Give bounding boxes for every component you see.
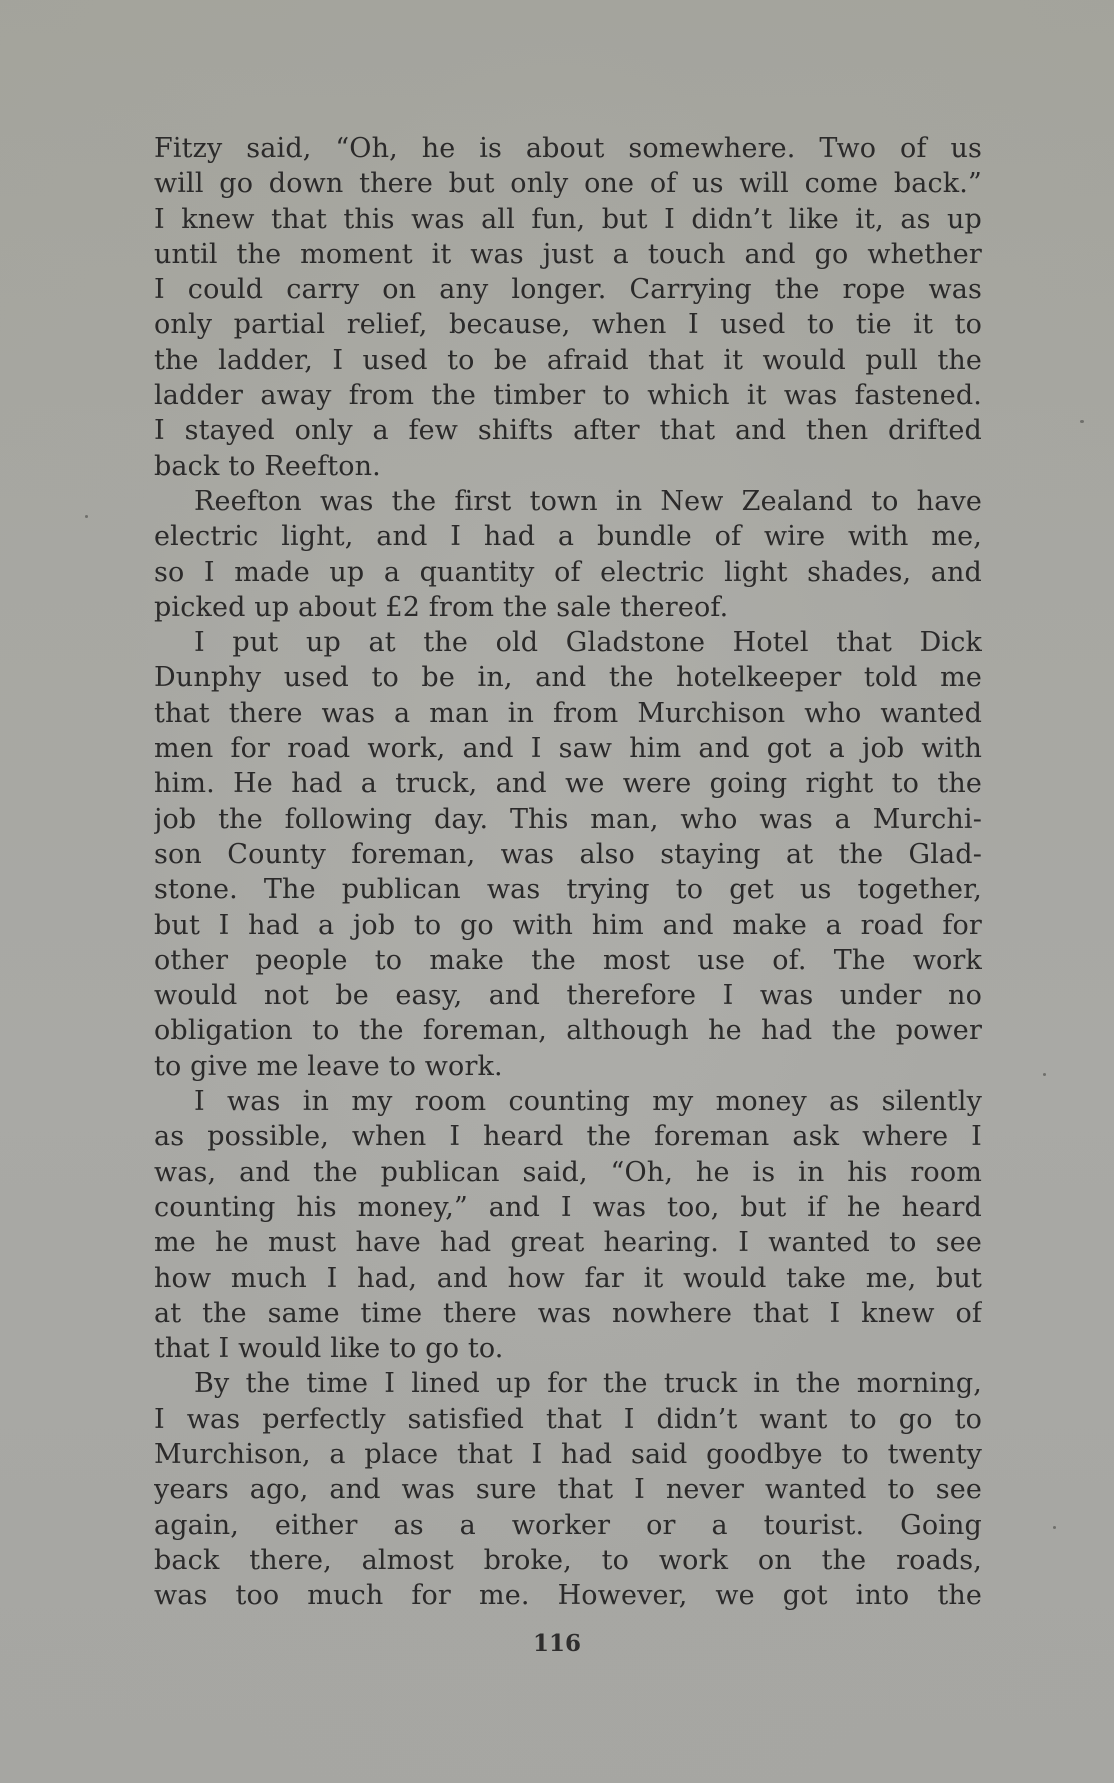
text-line: him. He had a truck, and we were going right to the — [154, 768, 982, 800]
text-line: I was perfectly satisfied that I didn’t want to go to — [154, 1403, 982, 1435]
text-line: will go down there but only one of us will come back.” — [154, 168, 982, 200]
body-text — [154, 131, 982, 1613]
text-line: job the following day. This man, who was a Murchi- — [154, 803, 982, 835]
text-line: Murchison, a place that I had said goodbye to twenty — [154, 1438, 982, 1470]
text-line: picked up about £2 from the sale thereof. — [154, 591, 729, 623]
text-line: that I would like to go to. — [154, 1333, 504, 1365]
paragraph-start-line: I put up at the old Gladstone Hotel that Dick — [194, 627, 982, 659]
text-line: I knew that this was all fun, but I didn’t like it, as up — [154, 203, 982, 235]
text-line: me he must have had great hearing. I wanted to see — [154, 1227, 982, 1259]
text-line: that there was a man in from Murchison who wanted — [154, 697, 982, 729]
text-line: was too much for me. However, we got into the — [154, 1580, 982, 1612]
text-line: I stayed only a few shifts after that and then drifted — [154, 415, 982, 447]
paragraph-start-line: Reefton was the first town in New Zealand to have — [194, 485, 982, 517]
text-line: would not be easy, and therefore I was under no — [154, 980, 982, 1012]
text-line: back to Reefton. — [154, 450, 381, 482]
paper-speck — [85, 515, 88, 518]
paragraph-start-line: I was in my room counting my money as silently — [194, 1086, 982, 1118]
text-line: until the moment it was just a touch and go whether — [154, 238, 982, 270]
text-line: other people to make the most use of. The work — [154, 944, 982, 976]
text-line: as possible, when I heard the foreman ask where I — [154, 1121, 982, 1153]
paper-speck — [1053, 1526, 1056, 1529]
paragraph-start-line: By the time I lined up for the truck in the morning, — [194, 1368, 982, 1400]
text-line: at the same time there was nowhere that I knew of — [154, 1297, 982, 1329]
page-number: 116 — [532, 1630, 581, 1657]
text-line: electric light, and I had a bundle of wire with me, — [154, 521, 982, 553]
text-line: obligation to the foreman, although he had the power — [154, 1015, 982, 1047]
text-line: years ago, and was sure that I never wanted to see — [154, 1474, 982, 1506]
text-line: to give me leave to work. — [154, 1050, 503, 1082]
text-line: son County foreman, was also staying at the Glad- — [154, 838, 982, 870]
text-line: but I had a job to go with him and make a road for — [154, 909, 982, 941]
text-line: Fitzy said, “Oh, he is about somewhere. Two of us — [154, 133, 982, 164]
text-line: Dunphy used to be in, and the hotelkeeper told me — [154, 662, 982, 694]
text-line: again, either as a worker or a tourist. Going — [154, 1509, 982, 1541]
text-line: I could carry on any longer. Carrying the rope was — [154, 274, 982, 306]
text-line: back there, almost broke, to work on the roads, — [154, 1544, 982, 1576]
text-line: how much I had, and how far it would take me, but — [154, 1262, 982, 1294]
text-line: the ladder, I used to be afraid that it would pull the — [154, 344, 982, 376]
text-line: only partial relief, because, when I used to tie it to — [154, 309, 982, 341]
paper-speck — [1043, 1073, 1046, 1076]
text-line: men for road work, and I saw him and got a job with — [154, 733, 982, 765]
text-line: ladder away from the timber to which it was fastened. — [154, 380, 982, 412]
text-line: so I made up a quantity of electric light shades, and — [154, 556, 982, 588]
paper-speck — [1080, 420, 1084, 423]
text-line: counting his money,” and I was too, but if he heard — [154, 1191, 982, 1223]
text-line: was, and the publican said, “Oh, he is in his room — [154, 1156, 982, 1188]
text-line: stone. The publican was trying to get us together, — [154, 874, 982, 906]
